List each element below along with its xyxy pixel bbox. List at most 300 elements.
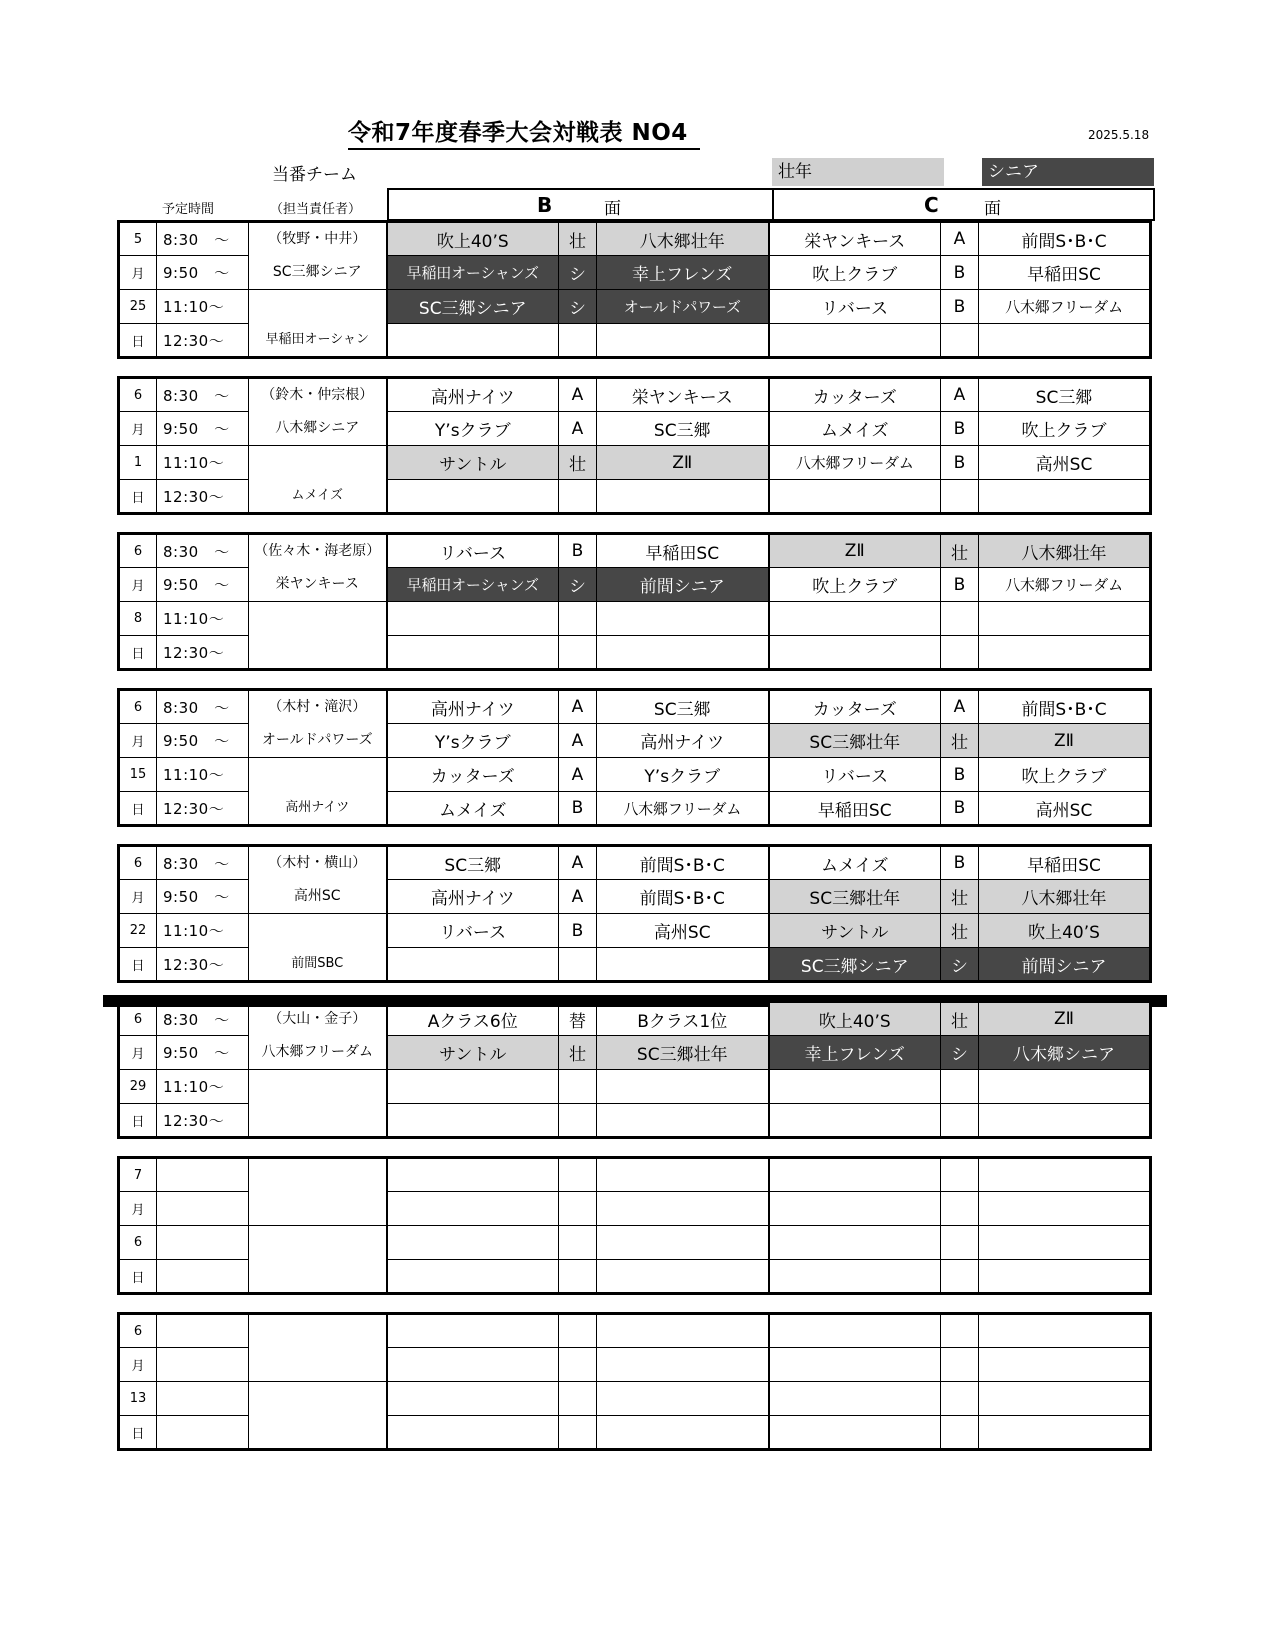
court-b-class — [559, 1226, 597, 1260]
court-c-class: 壮 — [941, 914, 979, 948]
time-cell: 12:30～ — [157, 480, 249, 514]
duty-line: （佐々木・海老原） — [254, 543, 381, 559]
court-c-team1 — [769, 324, 941, 358]
court-b-team1: サントル — [387, 446, 559, 480]
date-cell: 日 — [119, 324, 157, 358]
date-cell: 日 — [119, 1416, 157, 1450]
court-c-class — [941, 1226, 979, 1260]
duty-cell — [249, 1158, 387, 1226]
court-b-class: 替 — [559, 1002, 597, 1036]
duty-line — [249, 1192, 386, 1225]
court-c-class — [941, 1314, 979, 1348]
court-c-class — [941, 324, 979, 358]
court-c-team1: 栄ヤンキース — [769, 222, 941, 256]
court-b-class — [559, 1070, 597, 1104]
date-cell: 日 — [119, 1260, 157, 1294]
court-b-team1 — [387, 480, 559, 514]
court-c-class — [941, 1158, 979, 1192]
court-c-team1: カッターズ — [769, 690, 941, 724]
duty-line — [249, 1070, 386, 1103]
court-b-team1: 高州ナイツ — [387, 880, 559, 914]
court-c-team1: リバース — [769, 758, 941, 792]
court-b-team2 — [597, 324, 769, 358]
court-c-class — [941, 480, 979, 514]
table-row — [119, 222, 1151, 256]
time-cell: 8:30 ～ — [157, 378, 249, 412]
court-b-suffix: 面 — [604, 199, 621, 219]
court-b-team2: 八木郷フリーダム — [597, 792, 769, 826]
court-c-class: 壮 — [941, 724, 979, 758]
court-c-team1 — [769, 1158, 941, 1192]
court-c-team2 — [979, 324, 1151, 358]
duty-line: 前間SBC — [291, 956, 344, 971]
duty-line: （鈴木・仲宗根） — [261, 387, 374, 403]
court-b-letter: B — [537, 193, 553, 217]
duty-cell — [249, 534, 387, 602]
court-b-class — [559, 1104, 597, 1138]
court-c-team2: 八木郷フリーダム — [979, 568, 1151, 602]
court-b-class: B — [559, 534, 597, 568]
court-b-team1 — [387, 324, 559, 358]
duty-line: （木村・横山） — [268, 855, 367, 871]
court-c-class — [941, 1192, 979, 1226]
court-b-team2: SC三郷 — [597, 690, 769, 724]
court-b-class: B — [559, 792, 597, 826]
time-cell — [157, 1192, 249, 1226]
time-cell: 12:30～ — [157, 792, 249, 826]
time-cell: 8:30 ～ — [157, 1002, 249, 1036]
duty-line: （大山・金子） — [268, 1011, 367, 1027]
court-b-team1 — [387, 1226, 559, 1260]
court-b-team1 — [387, 1382, 559, 1416]
court-c-team1 — [769, 1104, 941, 1138]
court-c-team2: ZⅡ — [979, 1002, 1151, 1036]
court-c-team1: ZⅡ — [769, 534, 941, 568]
duty-line: 栄ヤンキース — [275, 576, 359, 592]
court-c-team2: 八木郷壮年 — [979, 534, 1151, 568]
time-cell: 9:50 ～ — [157, 568, 249, 602]
duty-cell — [249, 846, 387, 914]
court-c-team2 — [979, 1226, 1151, 1260]
date-cell: 6 — [119, 534, 157, 568]
schedule-block — [117, 1156, 1152, 1295]
court-b-team2: 高州ナイツ — [597, 724, 769, 758]
time-cell — [157, 1416, 249, 1450]
court-b-class — [559, 636, 597, 670]
court-c-class: 壮 — [941, 534, 979, 568]
table-row — [119, 758, 1151, 792]
court-b-class — [559, 1382, 597, 1416]
court-c-team1: 吹上クラブ — [769, 256, 941, 290]
duty-line — [249, 1415, 386, 1448]
date-cell: 6 — [119, 378, 157, 412]
court-c-team2 — [979, 1158, 1151, 1192]
court-b-class — [559, 1192, 597, 1226]
court-b-team1: カッターズ — [387, 758, 559, 792]
court-c-team2: 八木郷壮年 — [979, 880, 1151, 914]
court-c-team1 — [769, 480, 941, 514]
court-c-class: B — [941, 290, 979, 324]
court-b-team2: ZⅡ — [597, 446, 769, 480]
duty-cell — [249, 690, 387, 758]
table-row — [119, 1226, 1151, 1260]
time-cell: 9:50 ～ — [157, 412, 249, 446]
court-c-class — [941, 1348, 979, 1382]
court-b-team1 — [387, 1348, 559, 1382]
court-c-team2: 八木郷シニア — [979, 1036, 1151, 1070]
date-cell: 月 — [119, 412, 157, 446]
date-cell: 1 — [119, 446, 157, 480]
date-cell: 月 — [119, 724, 157, 758]
date-cell: 月 — [119, 568, 157, 602]
court-b-team1: Aクラス6位 — [387, 1002, 559, 1036]
court-c-team1: リバース — [769, 290, 941, 324]
schedule-block — [117, 844, 1152, 983]
court-c-team2: 前間S･B･C — [979, 222, 1151, 256]
court-b-team2 — [597, 1314, 769, 1348]
court-b-header — [387, 188, 772, 221]
court-c-team1 — [769, 1348, 941, 1382]
court-c-team1: 八木郷フリーダム — [769, 446, 941, 480]
table-row — [119, 534, 1151, 568]
court-c-team2: 高州SC — [979, 446, 1151, 480]
date-cell: 22 — [119, 914, 157, 948]
time-cell: 12:30～ — [157, 948, 249, 982]
duty-line: SC三郷シニア — [272, 264, 362, 280]
duty-line — [249, 635, 386, 668]
duty-cell — [249, 378, 387, 446]
time-cell: 9:50 ～ — [157, 256, 249, 290]
court-b-class: 壮 — [559, 446, 597, 480]
court-b-class: A — [559, 412, 597, 446]
table-row — [119, 1314, 1151, 1348]
court-b-team1: SC三郷シニア — [387, 290, 559, 324]
court-c-team1: 早稲田SC — [769, 792, 941, 826]
court-c-team1 — [769, 1382, 941, 1416]
duty-line: 早稲田オーシャン — [265, 332, 369, 347]
duty-line — [249, 914, 386, 947]
duty-cell — [249, 222, 387, 290]
court-c-team1 — [769, 602, 941, 636]
court-c-team2 — [979, 1314, 1151, 1348]
duty-line: （牧野・中井） — [268, 231, 367, 247]
duty-cell — [249, 1226, 387, 1294]
court-c-class: シ — [941, 1036, 979, 1070]
court-c-team1: SC三郷壮年 — [769, 724, 941, 758]
court-b-team2 — [597, 1226, 769, 1260]
schedule-block — [117, 1000, 1152, 1139]
duty-cell — [249, 1314, 387, 1382]
court-b-team2 — [597, 1416, 769, 1450]
court-b-team1: サントル — [387, 1036, 559, 1070]
court-b-team1: Y’sクラブ — [387, 412, 559, 446]
court-c-class: A — [941, 690, 979, 724]
court-b-team2: 前間S･B･C — [597, 880, 769, 914]
court-c-team2: 吹上クラブ — [979, 758, 1151, 792]
court-b-team2 — [597, 1104, 769, 1138]
time-cell: 8:30 ～ — [157, 534, 249, 568]
schedule-block — [117, 220, 1152, 359]
legend-sounen: 壮年 — [772, 158, 944, 186]
court-c-letter: C — [924, 193, 939, 217]
duty-line — [249, 1348, 386, 1381]
column-header-duty: （担当責任者） — [270, 202, 362, 217]
duty-line: （木村・滝沢） — [268, 699, 367, 715]
table-row — [119, 446, 1151, 480]
date-cell: 6 — [119, 1002, 157, 1036]
duty-cell — [249, 446, 387, 514]
court-c-team1 — [769, 1192, 941, 1226]
court-c-team1: ムメイズ — [769, 846, 941, 880]
court-c-class: 壮 — [941, 1002, 979, 1036]
court-b-team1: リバース — [387, 914, 559, 948]
date-cell: 25 — [119, 290, 157, 324]
date-cell: 月 — [119, 1192, 157, 1226]
duty-line: 高州SC — [293, 888, 341, 904]
table-row — [119, 1002, 1151, 1036]
date-cell: 6 — [119, 1314, 157, 1348]
court-b-team1 — [387, 1158, 559, 1192]
court-b-class: A — [559, 378, 597, 412]
court-c-team2: 八木郷フリーダム — [979, 290, 1151, 324]
time-cell: 12:30～ — [157, 324, 249, 358]
court-b-team2: Y’sクラブ — [597, 758, 769, 792]
court-c-team2: ZⅡ — [979, 724, 1151, 758]
court-c-team2 — [979, 1348, 1151, 1382]
date-cell: 29 — [119, 1070, 157, 1104]
court-b-class: A — [559, 880, 597, 914]
court-b-team2 — [597, 948, 769, 982]
court-b-class — [559, 948, 597, 982]
court-b-team2: 高州SC — [597, 914, 769, 948]
time-cell — [157, 1348, 249, 1382]
court-b-team1: Y’sクラブ — [387, 724, 559, 758]
court-b-class — [559, 480, 597, 514]
court-b-team1: 高州ナイツ — [387, 690, 559, 724]
court-b-team2 — [597, 1260, 769, 1294]
court-b-team2: 栄ヤンキース — [597, 378, 769, 412]
court-b-class: A — [559, 690, 597, 724]
court-c-team2: 吹上40’S — [979, 914, 1151, 948]
date-cell: 日 — [119, 636, 157, 670]
schedule-block — [117, 376, 1152, 515]
duty-line: 八木郷フリーダム — [261, 1044, 373, 1060]
court-c-team1 — [769, 1260, 941, 1294]
court-c-class — [941, 636, 979, 670]
date-cell: 日 — [119, 480, 157, 514]
time-cell — [157, 1260, 249, 1294]
duty-line — [249, 1103, 386, 1136]
court-b-class: シ — [559, 290, 597, 324]
court-b-team1 — [387, 1070, 559, 1104]
court-c-team1: カッターズ — [769, 378, 941, 412]
date-cell: 日 — [119, 792, 157, 826]
court-b-team2: Bクラス1位 — [597, 1002, 769, 1036]
court-c-team2: 前間シニア — [979, 948, 1151, 982]
court-b-team1 — [387, 1260, 559, 1294]
table-row — [119, 690, 1151, 724]
court-b-class: シ — [559, 256, 597, 290]
court-c-team1: 吹上クラブ — [769, 568, 941, 602]
court-c-team2 — [979, 636, 1151, 670]
court-b-team1: SC三郷 — [387, 846, 559, 880]
court-b-team1: ムメイズ — [387, 792, 559, 826]
court-b-team2 — [597, 636, 769, 670]
court-c-team2: 前間S･B･C — [979, 690, 1151, 724]
duty-line: 八木郷シニア — [275, 420, 360, 436]
duty-cell — [249, 1002, 387, 1070]
schedule-block — [117, 1312, 1152, 1451]
date-cell: 日 — [119, 1104, 157, 1138]
time-cell: 12:30～ — [157, 636, 249, 670]
duty-line: ムメイズ — [291, 488, 344, 503]
court-b-class — [559, 1260, 597, 1294]
duty-line — [249, 758, 386, 791]
time-cell: 9:50 ～ — [157, 724, 249, 758]
court-c-class: B — [941, 568, 979, 602]
court-b-team2: 幸上フレンズ — [597, 256, 769, 290]
date-cell: 6 — [119, 690, 157, 724]
time-cell: 9:50 ～ — [157, 880, 249, 914]
court-c-team1: サントル — [769, 914, 941, 948]
duty-cell — [249, 1070, 387, 1138]
court-c-team1: 幸上フレンズ — [769, 1036, 941, 1070]
duty-line — [249, 1226, 386, 1259]
court-b-team2: SC三郷壮年 — [597, 1036, 769, 1070]
court-c-team2: 早稲田SC — [979, 846, 1151, 880]
court-c-team2 — [979, 1070, 1151, 1104]
duty-cell — [249, 914, 387, 982]
court-c-team2: 吹上クラブ — [979, 412, 1151, 446]
time-cell: 11:10～ — [157, 914, 249, 948]
court-c-team2 — [979, 602, 1151, 636]
court-b-team1 — [387, 1104, 559, 1138]
time-cell — [157, 1226, 249, 1260]
court-b-team2: SC三郷 — [597, 412, 769, 446]
date-cell: 6 — [119, 846, 157, 880]
court-c-team2 — [979, 1192, 1151, 1226]
table-row — [119, 290, 1151, 324]
time-cell: 11:10～ — [157, 602, 249, 636]
court-b-team2: オールドパワーズ — [597, 290, 769, 324]
date-cell: 月 — [119, 880, 157, 914]
court-c-class: B — [941, 792, 979, 826]
court-c-class — [941, 1416, 979, 1450]
time-cell: 11:10～ — [157, 290, 249, 324]
date-cell: 13 — [119, 1382, 157, 1416]
time-cell: 12:30～ — [157, 1104, 249, 1138]
court-b-class: B — [559, 914, 597, 948]
duty-cell — [249, 758, 387, 826]
court-b-class — [559, 1314, 597, 1348]
court-c-class: シ — [941, 948, 979, 982]
court-c-team1: SC三郷シニア — [769, 948, 941, 982]
court-b-class: シ — [559, 568, 597, 602]
court-c-team2: SC三郷 — [979, 378, 1151, 412]
date-cell: 15 — [119, 758, 157, 792]
court-c-team1 — [769, 636, 941, 670]
column-header-time: 予定時間 — [162, 202, 215, 217]
duty-line — [249, 1315, 386, 1348]
court-b-class — [559, 1348, 597, 1382]
court-b-team2 — [597, 1348, 769, 1382]
court-c-class — [941, 1382, 979, 1416]
duty-line — [249, 1159, 386, 1192]
court-b-team1 — [387, 948, 559, 982]
table-row — [119, 602, 1151, 636]
time-cell: 8:30 ～ — [157, 690, 249, 724]
page-title: 令和7年度春季大会対戦表 NO4 — [348, 118, 700, 150]
court-b-team2: 八木郷壮年 — [597, 222, 769, 256]
court-b-class — [559, 324, 597, 358]
court-b-team1 — [387, 602, 559, 636]
court-c-team1 — [769, 1314, 941, 1348]
time-cell: 9:50 ～ — [157, 1036, 249, 1070]
court-c-class — [941, 602, 979, 636]
time-cell: 11:10～ — [157, 758, 249, 792]
court-c-team1: SC三郷壮年 — [769, 880, 941, 914]
court-c-class — [941, 1104, 979, 1138]
court-b-class: A — [559, 846, 597, 880]
court-b-team1 — [387, 636, 559, 670]
court-c-class: B — [941, 758, 979, 792]
table-row — [119, 914, 1151, 948]
date-cell: 8 — [119, 602, 157, 636]
time-cell: 8:30 ～ — [157, 846, 249, 880]
court-c-team2 — [979, 1260, 1151, 1294]
court-b-team2 — [597, 1158, 769, 1192]
date-cell: 月 — [119, 1036, 157, 1070]
table-row — [119, 1070, 1151, 1104]
court-b-class — [559, 1158, 597, 1192]
schedule-block — [117, 532, 1152, 671]
court-c-class: B — [941, 412, 979, 446]
date-cell: 6 — [119, 1226, 157, 1260]
time-cell — [157, 1158, 249, 1192]
table-row — [119, 378, 1151, 412]
duty-cell — [249, 290, 387, 358]
court-b-team1: 早稲田オーシャンズ — [387, 568, 559, 602]
date-cell: 月 — [119, 1348, 157, 1382]
court-c-class: B — [941, 446, 979, 480]
court-b-team2 — [597, 480, 769, 514]
court-b-class — [559, 1416, 597, 1450]
court-c-team1: ムメイズ — [769, 412, 941, 446]
court-b-team2 — [597, 1382, 769, 1416]
court-c-class: A — [941, 378, 979, 412]
document-date: 2025.5.18 — [1088, 128, 1150, 142]
court-b-team1: 吹上40’S — [387, 222, 559, 256]
time-cell: 8:30 ～ — [157, 222, 249, 256]
duty-line — [249, 446, 386, 479]
court-b-team1 — [387, 1314, 559, 1348]
court-b-team1 — [387, 1416, 559, 1450]
court-b-team2 — [597, 1192, 769, 1226]
court-c-team2 — [979, 1104, 1151, 1138]
court-b-class — [559, 602, 597, 636]
court-c-class — [941, 1260, 979, 1294]
court-c-suffix: 面 — [984, 199, 1001, 219]
date-cell: 月 — [119, 256, 157, 290]
court-b-team1: リバース — [387, 534, 559, 568]
duty-line: オールドパワーズ — [261, 732, 373, 748]
court-c-class: B — [941, 256, 979, 290]
time-cell: 11:10～ — [157, 446, 249, 480]
court-c-class: B — [941, 846, 979, 880]
date-cell: 日 — [119, 948, 157, 982]
duty-line — [249, 1382, 386, 1415]
duty-line — [249, 602, 386, 635]
